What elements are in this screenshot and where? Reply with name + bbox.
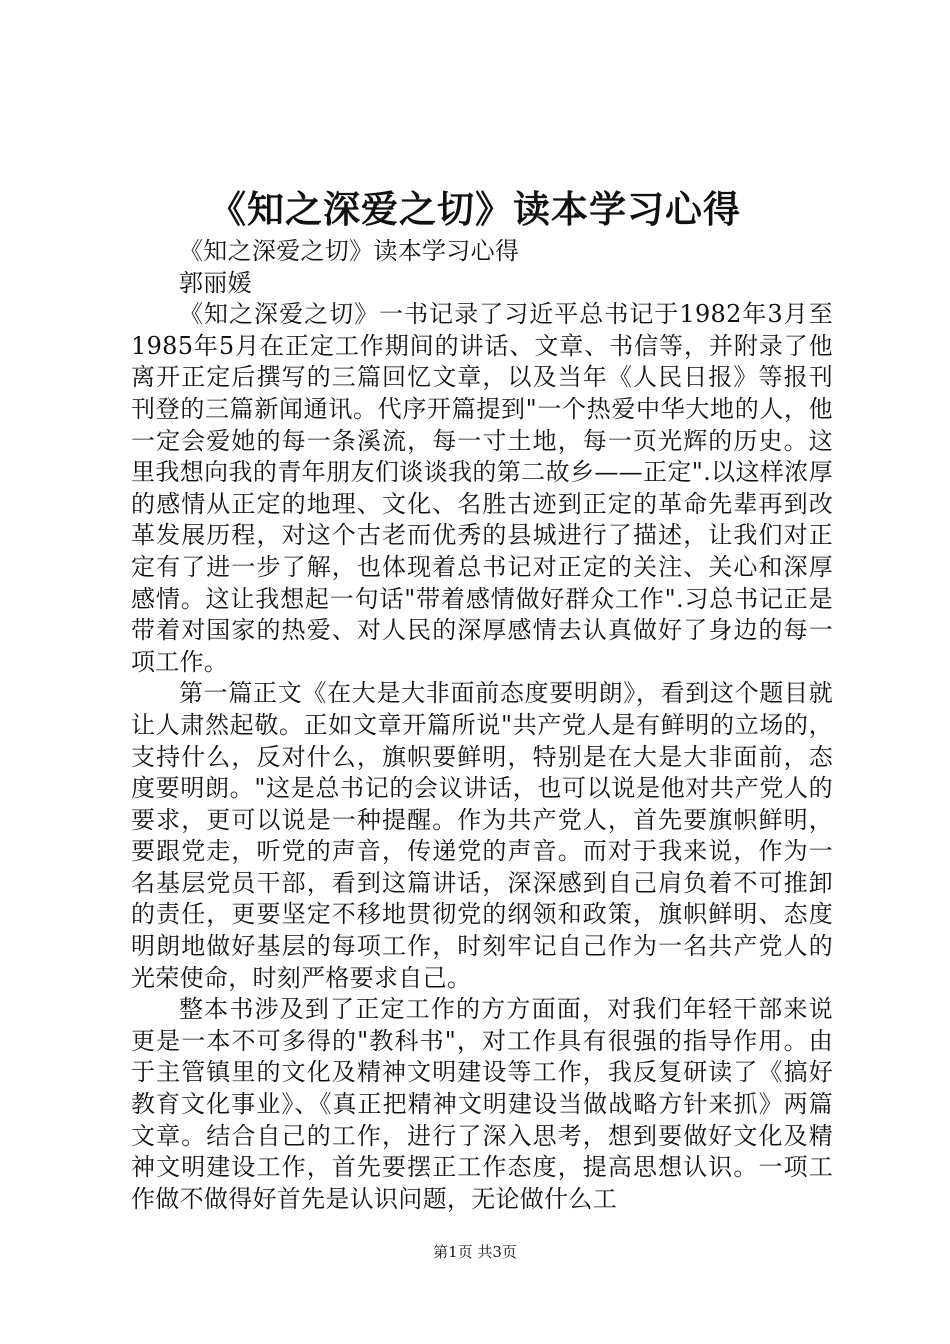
body-paragraph: 《知之深爱之切》一书记录了习近平总书记于1982年3月至1985年5月在正定工作期间的讲话、文章、书信等，并附录了他离开正定后撰写的三篇回忆文章，以及当年《人民日报》等报刊刊登的三篇新闻通讯。代序开篇提到"一个热爱中华大地的人，他一定会爱她的每一条溪流，每一寸土地，每一页光辉的历史。这里我想向我的青年朋友们谈谈我的第二故乡——正定".以这样浓厚的感情从正定的地理、文化、名胜古迹到正定的革命先辈再到改革发展历程，对这个古老而优秀的县城进行了描述，让我们对正定有了进一步了解，也体现着总书记对正定的关注、关心和深厚感情。这让我想起一句话"带着感情做好群众工作".习总书记正是带着对国家的热爱、对人民的深厚感情去认真做好了身边的每一项工作。: [131, 300, 833, 676]
page-footer: 第1页 共3页: [433, 1243, 517, 1261]
body-paragraph: 第一篇正文《在大是大非面前态度要明朗》，看到这个题目就让人肃然起敬。正如文章开篇所说"共产党人是有鲜明的立场的，支持什么，反对什么，旗帜要鲜明，特别是在大是大非面前，态度要明朗。"这是总书记的会议讲话，也可以说是他对共产党人的要求，更可以说是一种提醒。作为共产党人，首先要旗帜鲜明，要跟党走，听党的声音，传递党的声音。而对于我来说，作为一名基层党员干部，看到这篇讲话，深深感到自己肩负着不可推卸的责任，更要坚定不移地贯彻党的纲领和政策，旗帜鲜明、态度明朗地做好基层的每项工作，时刻牢记自己作为一名共产党人的光荣使命，时刻严格要求自己。: [131, 679, 833, 992]
document-body: [131, 236, 833, 1215]
document-title: 《知之深爱之切》读本学习心得: [209, 187, 741, 231]
subtitle-paragraph: 《知之深爱之切》读本学习心得: [179, 237, 520, 265]
author-paragraph: 郭丽媛: [179, 268, 252, 297]
body-paragraph: 整本书涉及到了正定工作的方方面面，对我们年轻干部来说更是一本不可多得的"教科书"，对工作具有很强的指导作用。由于主管镇里的文化及精神文明建设等工作，我反复研读了《搞好教育文化事业》、《真正把精神文明建设当做战略方针来抓》两篇文章。结合自己的工作，进行了深入思考，想到要做好文化及精神文明建设工作，首先要摆正工作态度，提高思想认识。一项工作做不做得好首先是认识问题，无论做什么工: [131, 995, 833, 1213]
